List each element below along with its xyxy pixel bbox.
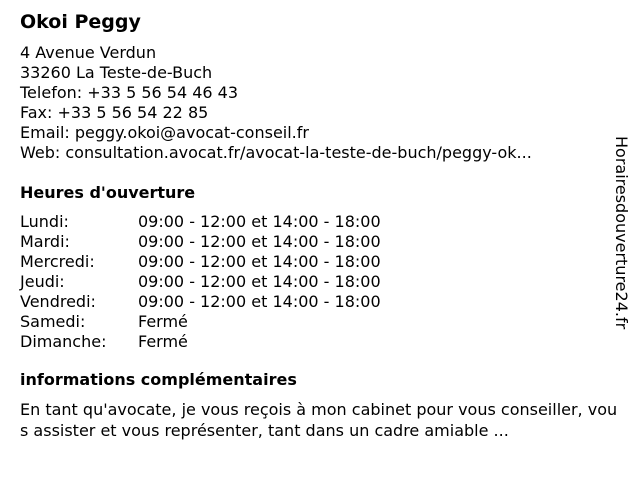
hours-row-saturday [20,312,620,332]
day-label: Samedi: [20,312,86,331]
info-description: En tant qu'avocate, je vous reçois à mon cabinet pour vous conseiller, vous assister et vous représenter, tant dans un cadre amiable ... [20,400,618,440]
hours-heading: Heures d'ouverture [20,183,196,202]
hours-row-friday [20,292,620,312]
email-address: Email: peggy.okoi@avocat-conseil.fr [20,123,309,142]
hours-row-thursday [20,272,620,292]
day-hours: 09:00 - 12:00 et 14:00 - 18:00 [138,212,381,231]
day-hours: 09:00 - 12:00 et 14:00 - 18:00 [138,292,381,311]
website-url: Web: consultation.avocat.fr/avocat-la-teste-de-buch/peggy-ok... [20,143,532,162]
address-line-2: 33260 La Teste-de-Buch [20,63,213,82]
day-label: Vendredi: [20,292,96,311]
day-hours: 09:00 - 12:00 et 14:00 - 18:00 [138,252,381,271]
fax-number: Fax: +33 5 56 54 22 85 [20,103,209,122]
hours-row-monday [20,212,620,232]
day-hours: 09:00 - 12:00 et 14:00 - 18:00 [138,232,381,251]
business-name: Okoi Peggy [20,11,141,33]
day-label: Dimanche: [20,332,107,351]
day-label: Lundi: [20,212,69,231]
site-watermark: Horairesdouverture24.fr [612,136,631,330]
hours-row-wednesday [20,252,620,272]
hours-row-sunday [20,332,620,352]
hours-row-tuesday [20,232,620,252]
address-line-1: 4 Avenue Verdun [20,43,157,62]
info-heading: informations complémentaires [20,370,297,389]
phone-number: Telefon: +33 5 56 54 46 43 [20,83,239,102]
day-label: Mercredi: [20,252,95,271]
day-hours: Fermé [138,332,188,351]
business-card [20,10,620,441]
day-hours: Fermé [138,312,188,331]
hours-table [20,212,620,352]
day-label: Jeudi: [20,272,65,291]
day-label: Mardi: [20,232,70,251]
day-hours: 09:00 - 12:00 et 14:00 - 18:00 [138,272,381,291]
